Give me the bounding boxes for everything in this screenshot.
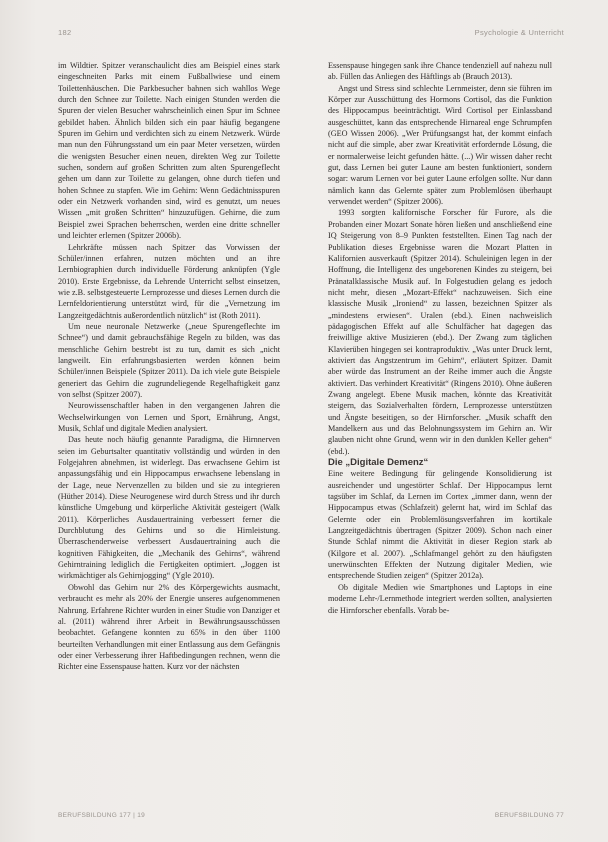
paragraph: Eine weitere Bedingung für gelingende Konsolidierung ist ausreichender und ungestörter Schlaf. Der Hippocampus lernt tagsüber im Schlaf, da Lernen im Cortex „immer dann, wenn der Hippocampus etwas (Schlafzeit) gelernt hat, wird im Schlaf das Gelernte oder ein Problemlösungsverfahren im kortikale Langzeitgedächtnis übertragen (Spitzer 2009). Schon nach einer Stunde Schlaf nimmt die Aktivität in dieser Region stark ab (Kilgore et al. 2007). „Schlafmangel gehört zu den häufigsten unerwünschten Effekten der Nutzung digitaler Medien, wie entsprechende Studien zeigen“ (Spitzer 2012a). (328, 469, 552, 581)
right-column (328, 60, 552, 616)
paragraph: Lehrkräfte müssen nach Spitzer das Vorwissen der Schüler/innen erfahren, nutzen möchten und an ihre Lernbiographien durch individuelle Förderung anknüpfen (Ygle 2010). Erste Ergebnisse, da Lehrende Unterricht selbst einsetzen, wie z.B. selbstgesteuerte Lernprozesse und dieses Lernen durch die Lernfeldorientierung unterstützt wird, für die „Vernetzung im Langzeitgedächtnis außerordentlich nützlich“ ist (Roth 2011). (58, 242, 280, 320)
footer-left: BERUFSBILDUNG 177 | 19 (58, 812, 146, 819)
footer-right: BERUFSBILDUNG 77 (494, 812, 564, 819)
journal-name: Psychologie & Unterricht (474, 28, 564, 37)
paragraph: 1993 sorgten kalifornische Forscher für Furore, als die Probanden einer Mozart Sonate hören ließen und anschließend eine IQ Steigerung von 8–9 Punkten feststellten. Einen Tag nach der Publikation dieses Ergebnisse waren die Mozart Platten in Kalifornien ausverkauft (Spitzer 2014). Schuleinigen legen in der Hoffnung, die Intelligenz des ungeborenen Kindes zu steigern, bei Pränatalklassische Musik auf. In Folgestudien gelang es jedoch nicht mehr, diesen „Mozart-Effekt“ nachzuweisen. Sich eine klassische Musik „Ironiend“ zu lassen, bezeichnen Spitzer als „mindestens erwiesen“. Uralen (ebd.). Einen nachweislich pädagogischen Effekt auf alle Schulfächer hat dagegen das freiwillige aktive Musizieren (ebd.). Der Zwang zum täglichen Klavierüben hingegen sei kontraproduktiv. „Was unter Druck lernt, aktiviert das Angstzentrum im Gehirn“, erläutert Spitzer. Damit aber würde das Instrument an der Reihe immer auch die Ängste aktiviert. Das verhindert Kreativität“ (Ringens 2010). Ohne äußeren Zwang angelegt. Ebene Musik machen, könnte das Kreativität steigern, das Sozialverhalten fördern, Lernprozesse unterstützen und Ängste beseitigen, so der Hirnforscher. „Musik schafft den Mandelkern aus und das Belohnungssystem im Gehirn an. Wir glauben nicht ohne Grund, wenn wir in den dunklen Keller gehen“ (ebd.). (328, 208, 552, 456)
left-column (58, 60, 280, 673)
page-number: 182 (58, 28, 72, 37)
paragraph: Ob digitale Medien wie Smartphones und Laptops in eine moderne Lehr-/Lernmethode integriert werden sollten, analysierten die Hirnforscher ebenfalls. Vorab be- (328, 582, 552, 615)
section-heading: Die „Digitale Demenz“ (328, 457, 429, 469)
paragraph: Um neue neuronale Netzwerke („neue Spurengeflechte im Schnee“) und damit gebrauchsfähige Regeln zu bilden, was das menschliche Gehirn bestrebt ist zu tun, damit es sich „nicht langweilt. Ein erfahrungsbasierten werden können beim Schüler/innen Beispiele (Spitzer 2011). Da ich viele gute Beispiele generiert das Gehirn die zugrundeliegende Regelhaftigkeit ganz von selbst (Spitzer 2007). (58, 321, 280, 399)
paragraph: Obwohl das Gehirn nur 2% des Körpergewichts ausmacht, verbraucht es mehr als 20% der Energie unseres aufgenommenen Nahrung. Erfahrene Richter wurden in einer Studie von Danziger et al. (2011) während ihrer Arbeit in Bewährungsausschüssen beobachtet. Gefangene konnten zu 65% in den über 1100 beurteilten Verhandlungen mit einer Entlassung aus dem Gefängnis oder einer Verbesserung ihrer Haftbedingungen rechnen, wenn die Richter eine Essenspause hatten. Kurz vor der nächsten (58, 582, 280, 672)
paragraph: Essenspause hingegen sank ihre Chance tendenziell auf nahezu null ab. Füllen das Anliegen des Häftlings ab (Brauch 2013). (328, 61, 552, 82)
page-footer (58, 812, 564, 824)
paragraph: Angst und Stress sind schlechte Lernmeister, denn sie führen im Körper zur Ausschüttung des Hormons Cortisol, das die Funktion des Hippocampus beeinträchtigt. Wird Cortisol per Einlassband ausgeschüttet, kann das entsprechende Hirnareal enge Schrumpfen (GEO Wissen 2006). „Wer Prüfungsangst hat, der kommt einfach nicht auf die simple, aber zwar Kreativität erfordernde Lösung, die er normalerweise leicht gefunden hätte. (...) Wir wissen daher recht gut, dass Lernen bei guter Laune am besten funktioniert, sondern sogar: warum Lernen vor bei guter Laune erfolgen sollte. Nur dann nämlich kann das Gelernte später zum Problemlösen überhaupt verwendet werden“ (Spitzer 2006). (328, 83, 552, 207)
paragraph: Das heute noch häufig genannte Paradigma, die Hirnnerven seien im Geburtsalter quantitativ vollständig und würden in den Folgejahren abnehmen, ist widerlegt. Das erwachsene Gehirn ist anpassungsfähig und ein Hippocampus erwachsene lebenslang in der Lage, neue Nervenzellen zu bilden und sie zu integrieren (Hüther 2014). Diese Neurogenese wird durch Stress und ihr durch künstliche Umgebung und körperliche Aktivität gesteigert (Walk 2011). Körperliches Ausdauertraining verbessert ferner die Durchblutung des Gehirns und so die Hirnleistung. Überraschenderweise verbessert Ausdauertraining auch die kognitiven Fähigkeiten, die „Mechanik des Gehirns“, während Gehirntraining lediglich die Fertigkeiten optimiert. „Joggen ist wirkmächtiger als Gehirnjogging“ (Ygle 2010). (58, 435, 280, 581)
page-header (58, 28, 564, 42)
paragraph: im Wildtier. Spitzer veranschaulicht dies am Beispiel eines stark eingeschneiten Parks mit einem Fußballwiese und einem Toilettenhäuschen. Die Parkbesucher bahnen sich wahllos Wege durch den Schnee zur Toilette. Nach einigen Stunden werden die Spuren der vielen Besucher wahrscheinlich einen Spur im Schnee gebildet haben. Ähnlich bilden sich ein paar häufig begangene Spuren im Gehirn und verdichten sich zu einem Netzwerk. Würde man nun den Führungsstand um ein paar Meter versetzen, würden die wenigsten Besucher einen neuen, direkten Weg zur Toilette suchen, sondern auf großen Schritten zum alten Spurengeflecht gehen um dann zur Toilette zu gelangen, ohne durch tiefen und hohen Schnee zu stapfen. Wie im Gehirn: Wenn Gedächtnisspuren oder ein Netzwerk vorhanden sind, wird es genutzt, um neues Wissen „mit großen Schritten“ hinzuzufügen. Gehirne, die zum Beispiel zwei Sprachen beherrschen, werden eine dritte schneller und leichter erlernen (Spitzer 2006b). (58, 61, 280, 241)
paragraph: Neurowissenschaftler haben in den vergangenen Jahren die Wechselwirkungen von Lernen und Sport, Ernährung, Angst, Musik, Schlaf und digitale Medien analysiert. (58, 401, 280, 433)
